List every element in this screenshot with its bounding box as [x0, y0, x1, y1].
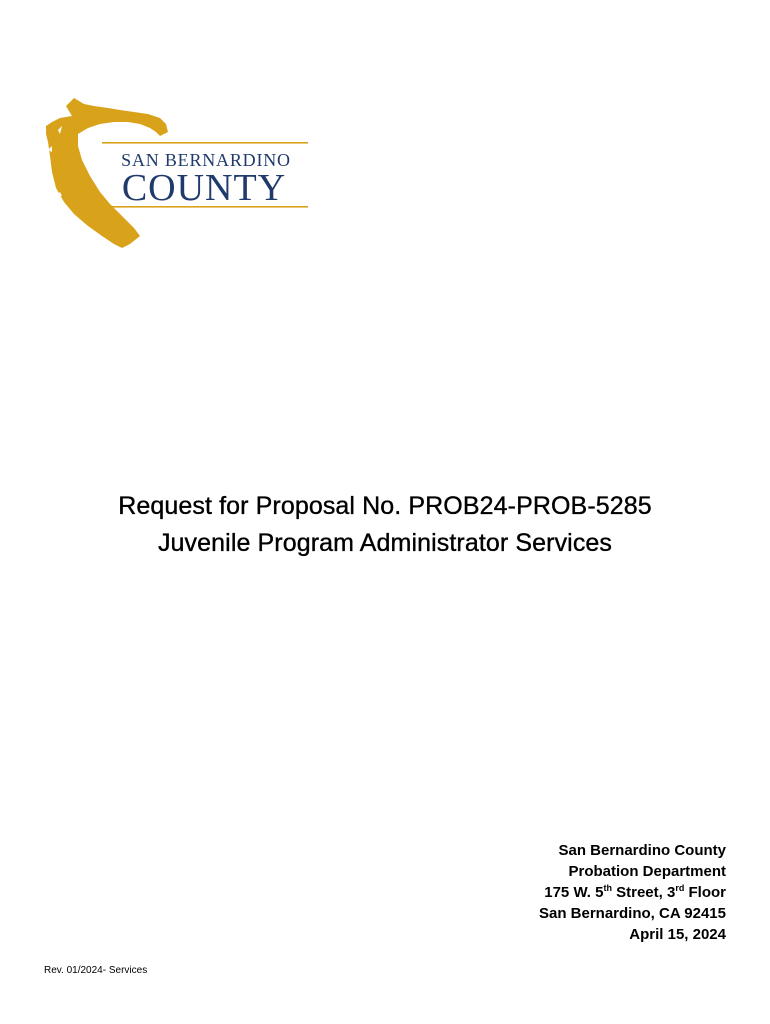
address-city: San Bernardino, CA 92415 — [538, 905, 726, 922]
issuer-address — [539, 840, 726, 945]
logo-line2: COUNTY — [121, 167, 287, 209]
county-logo — [42, 96, 310, 248]
rfp-number-title: Request for Proposal No. PROB24-PROB-5285 — [118, 492, 652, 520]
logo-line1: SAN BERNARDINO — [121, 150, 291, 170]
arrowhead-seal-icon — [42, 96, 310, 248]
rfp-service-title: Juvenile Program Administrator Services — [157, 529, 613, 557]
address-dept: Probation Department — [568, 863, 726, 880]
address-date: April 15, 2024 — [629, 926, 726, 943]
revision-footer: Rev. 01/2024- Services — [44, 965, 148, 976]
document-title — [0, 488, 770, 562]
address-org: San Bernardino County — [558, 842, 726, 859]
address-street: 175 W. 5th Street, 3rd Floor — [544, 883, 726, 901]
